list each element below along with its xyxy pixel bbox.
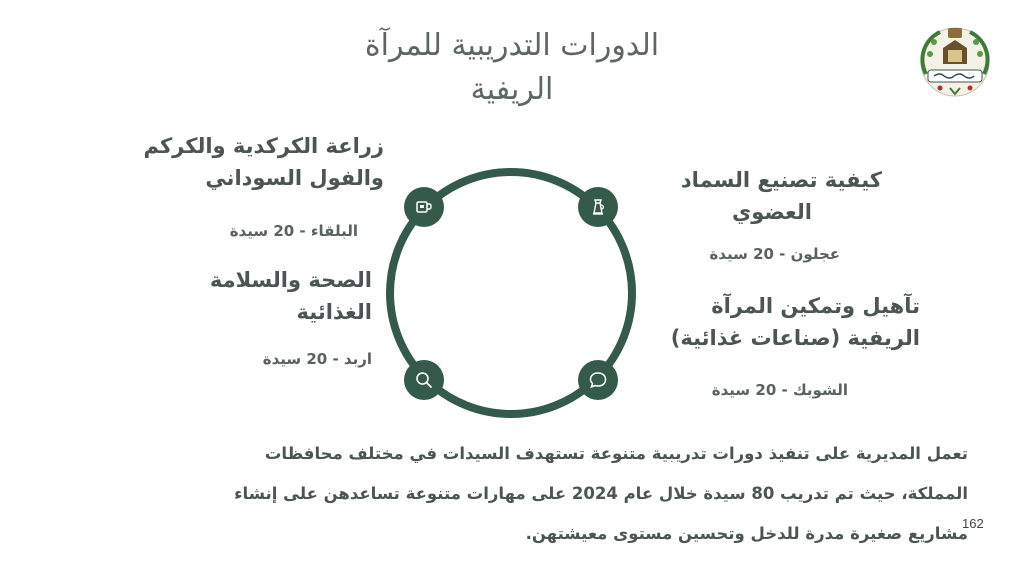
course-4-detail: اربد - 20 سيدة	[262, 350, 372, 368]
course-4-title-line2: الغذائية	[296, 300, 372, 324]
course-1-title-line1: كيفية تصنيع السماد	[680, 168, 882, 192]
summary-line2: المملكة، حيث تم تدريب 80 سيدة خلال عام 2024 على مهارات متنوعة تساعدهن على إنشاء	[234, 484, 968, 503]
course-2-title-line2: الريفية (صناعات غذائية)	[670, 326, 920, 350]
course-3-detail: البلقاء - 20 سيدة	[229, 222, 358, 240]
slide-title	[300, 24, 724, 112]
course-2-title-line1: تآهيل وتمكين المرآة	[711, 294, 920, 318]
slide-title-line2: الريفية	[470, 72, 554, 107]
summary-paragraph	[100, 434, 968, 554]
magnifier-icon	[404, 360, 444, 400]
course-2-detail: الشوبك - 20 سيدة	[711, 381, 848, 399]
speech-bubble-icon	[578, 360, 618, 400]
coffee-cup-icon	[404, 187, 444, 227]
summary-line1: تعمل المديرية على تنفيذ دورات تدريبية متنوعة تستهدف السيدات في مختلف محافظات	[264, 444, 968, 463]
course-1-title-line2: العضوي	[731, 200, 812, 224]
summary-line3: مشاريع صغيرة مدرة للدخل وتحسين مستوى معيشتهن.	[525, 524, 968, 543]
course-2-title	[630, 290, 920, 354]
page-number: 162	[962, 516, 984, 531]
ministry-logo	[910, 18, 1000, 102]
course-1-detail: عجلون - 20 سيدة	[709, 245, 840, 263]
course-3-title	[110, 130, 384, 194]
slide-title-line1: الدورات التدريبية للمرآة	[364, 28, 660, 63]
course-3-title-line1: زراعة الكركدية والكركم	[143, 134, 384, 158]
course-4-title-line1: الصحة والسلامة	[209, 268, 372, 292]
course-4-title	[150, 264, 372, 328]
course-1-title	[610, 164, 882, 228]
course-3-title-line2: والفول السوداني	[205, 166, 384, 190]
